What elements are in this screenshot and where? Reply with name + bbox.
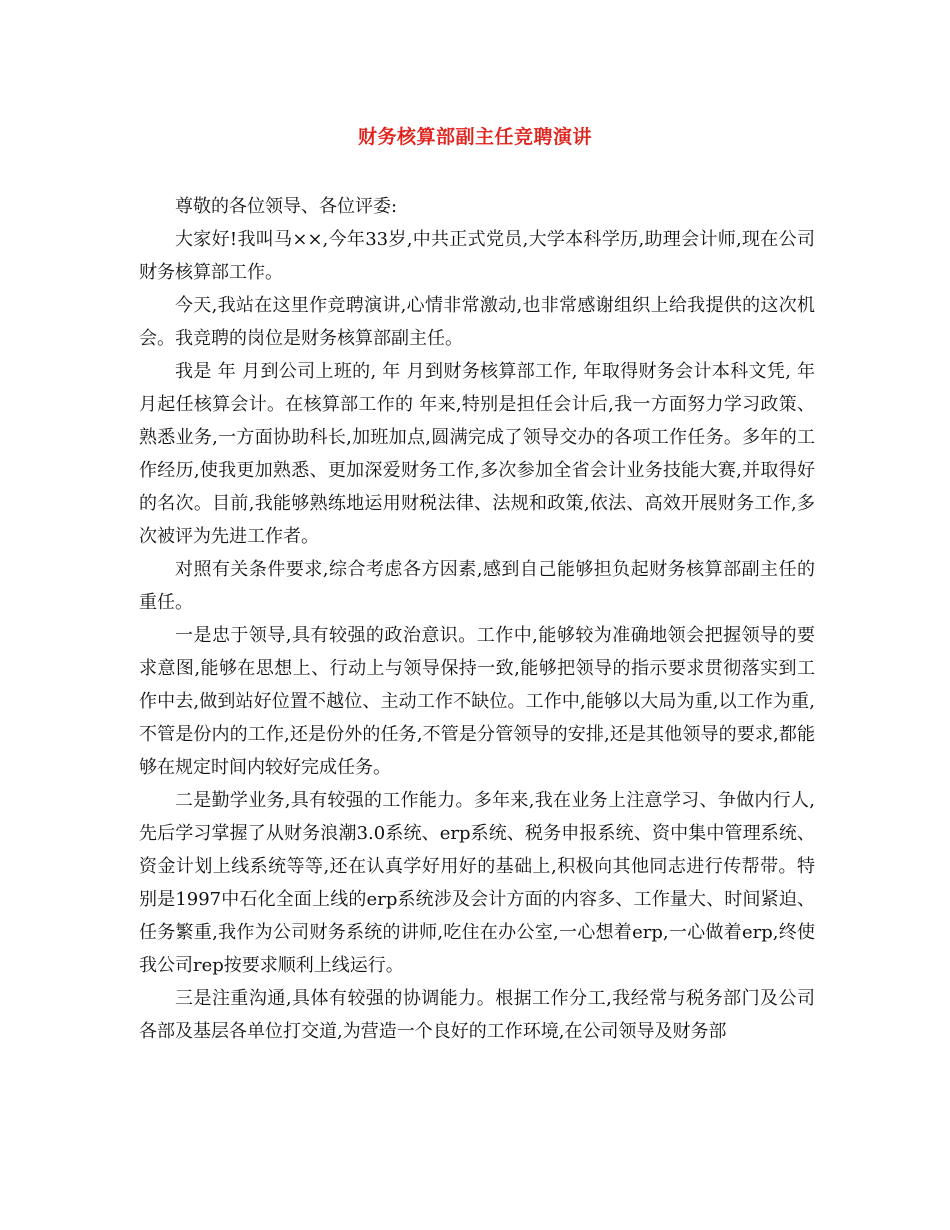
paragraph-point-one: 一是忠于领导,具有较强的政治意识。工作中,能够较为准确地领会把握领导的要求意图,能够在思想上、行动上与领导保持一致,能够把领导的指示要求贯彻落实到工作中去,做到站好位置不越位、主动工作不缺位。工作中,能够以大局为重,以工作为重,不管是份内的工作,还是份外的任务,不管是分管领导的安排,还是其他领导的要求,都能够在规定时间内较好完成任务。 bbox=[139, 625, 815, 778]
paragraph-introduction: 大家好!我叫马××,今年33岁,中共正式党员,大学本科学历,助理会计师,现在公司财务核算部工作。 bbox=[139, 229, 815, 283]
paragraph-qualification: 对照有关条件要求,综合考虑各方因素,感到自己能够担负起财务核算部副主任的重任。 bbox=[139, 559, 815, 613]
paragraph-purpose: 今天,我站在这里作竞聘演讲,心情非常激动,也非常感谢组织上给我提供的这次机会。我竞聘的岗位是财务核算部副主任。 bbox=[139, 295, 815, 349]
paragraph-work-history: 我是 年 月到公司上班的, 年 月到财务核算部工作, 年取得财务会计本科文凭, 年 月起任核算会计。在核算部工作的 年来,特别是担任会计后,我一方面努力学习政策、熟悉业务,一方面协助科长,加班加点,圆满完成了领导交办的各项工作任务。多年的工作经历,使我更加熟悉、更加深爱财务工作,多次参加全省会计业务技能大赛,并取得好的名次。目前,我能够熟练地运用财税法律、法规和政策,依法、高效开展财务工作,多次被评为先进工作者。 bbox=[139, 361, 815, 547]
paragraph-point-three: 三是注重沟通,具体有较强的协调能力。根据工作分工,我经常与税务部门及公司各部及基层各单位打交道,为营造一个良好的工作环境,在公司领导及财务部 bbox=[139, 988, 815, 1042]
paragraph-salutation: 尊敬的各位领导、各位评委: bbox=[175, 196, 398, 217]
paragraph-point-two: 二是勤学业务,具有较强的工作能力。多年来,我在业务上注意学习、争做内行人,先后学习掌握了从财务浪潮3.0系统、erp系统、税务申报系统、资中集中管理系统、资金计划上线系统等等,还在认真学好用好的基础上,积极向其他同志进行传帮带。特别是1997中石化全面上线的erp系统涉及会计方面的内容多、工作量大、时间紧迫、任务繁重,我作为公司财务系统的讲师,吃住在办公室,一心想着erp,一心做着erp,终使我公司rep按要求顺利上线运行。 bbox=[139, 790, 815, 976]
document-title: 财务核算部副主任竞聘演讲 bbox=[357, 126, 592, 148]
document-body bbox=[139, 190, 815, 1048]
